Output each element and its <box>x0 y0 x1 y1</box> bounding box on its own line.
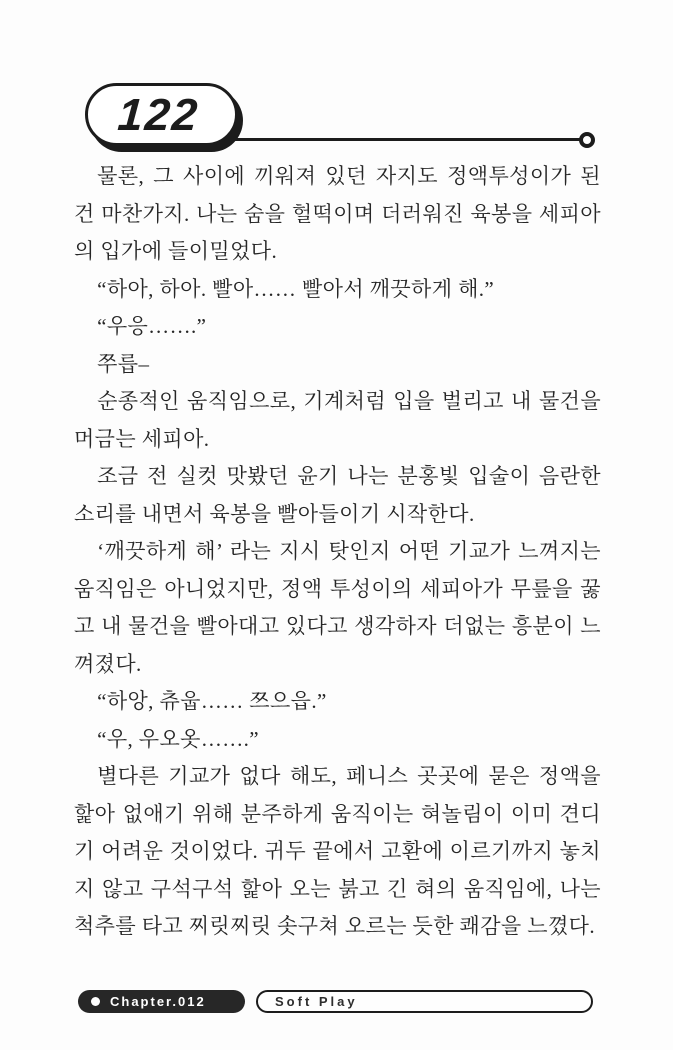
paragraph-dialogue: “우, 우오옷…….” <box>97 726 260 751</box>
paragraph-dialogue: “우응…….” <box>97 314 207 338</box>
paragraph: 별다른 기교가 없다 해도, 페니스 곳곳에 묻은 정액을 핥아 없애기 위해 분주하게 움직이는 혀놀림이 이미 견디기 어려운 것이었다. 귀두 끝에서 고환에 이르기까지 놓치지 않고 구석구석 핥아 오는 붉고 긴 혀의 움직임에, 나는 척추를 타고 찌릿찌릿 솟구쳐 오르는 듯한 쾌감을 느꼈다. <box>74 764 601 938</box>
section-label: Soft Play <box>275 994 358 1009</box>
paragraph: ‘깨끗하게 해’ 라는 지시 탓인지 어떤 기교가 느껴지는 움직임은 아니었지만, 정액 투성이의 세피아가 무릎을 꿇고 내 물건을 빨아대고 있다고 생각하자 더없는 흥분이 느껴졌다. <box>74 539 601 676</box>
page-number: 122 <box>116 89 201 140</box>
paragraph: 조금 전 실컷 맛봤던 윤기 나는 분홍빛 입술이 음란한 소리를 내면서 육봉을 빨아들이기 시작한다. <box>74 464 601 526</box>
chapter-badge <box>78 990 245 1013</box>
header-rule-line <box>235 138 583 141</box>
page-body <box>74 158 601 946</box>
paragraph: 순종적인 움직임으로, 기계처럼 입을 벌리고 내 물건을 머금는 세피아. <box>74 389 601 451</box>
paragraph: 물론, 그 사이에 끼워져 있던 자지도 정액투성이가 된 건 마찬가지. 나는 숨을 헐떡이며 더러워진 육봉을 세피아의 입가에 들이밀었다. <box>74 164 601 263</box>
section-title-pill <box>256 990 593 1013</box>
paragraph-sfx: 쭈릅– <box>97 351 150 376</box>
chapter-label: Chapter.012 <box>110 994 206 1009</box>
page-header <box>85 83 600 155</box>
page-footer <box>78 990 593 1013</box>
paragraph-dialogue: “하아, 하아. 빨아…… 빨아서 깨끗하게 해.” <box>97 276 495 301</box>
page-number-badge <box>85 83 238 146</box>
paragraph-dialogue: “하앙, 츄웁…… 쯔으읍.” <box>97 689 327 713</box>
header-ring-ornament <box>579 132 595 148</box>
chapter-dot-icon <box>91 997 100 1006</box>
